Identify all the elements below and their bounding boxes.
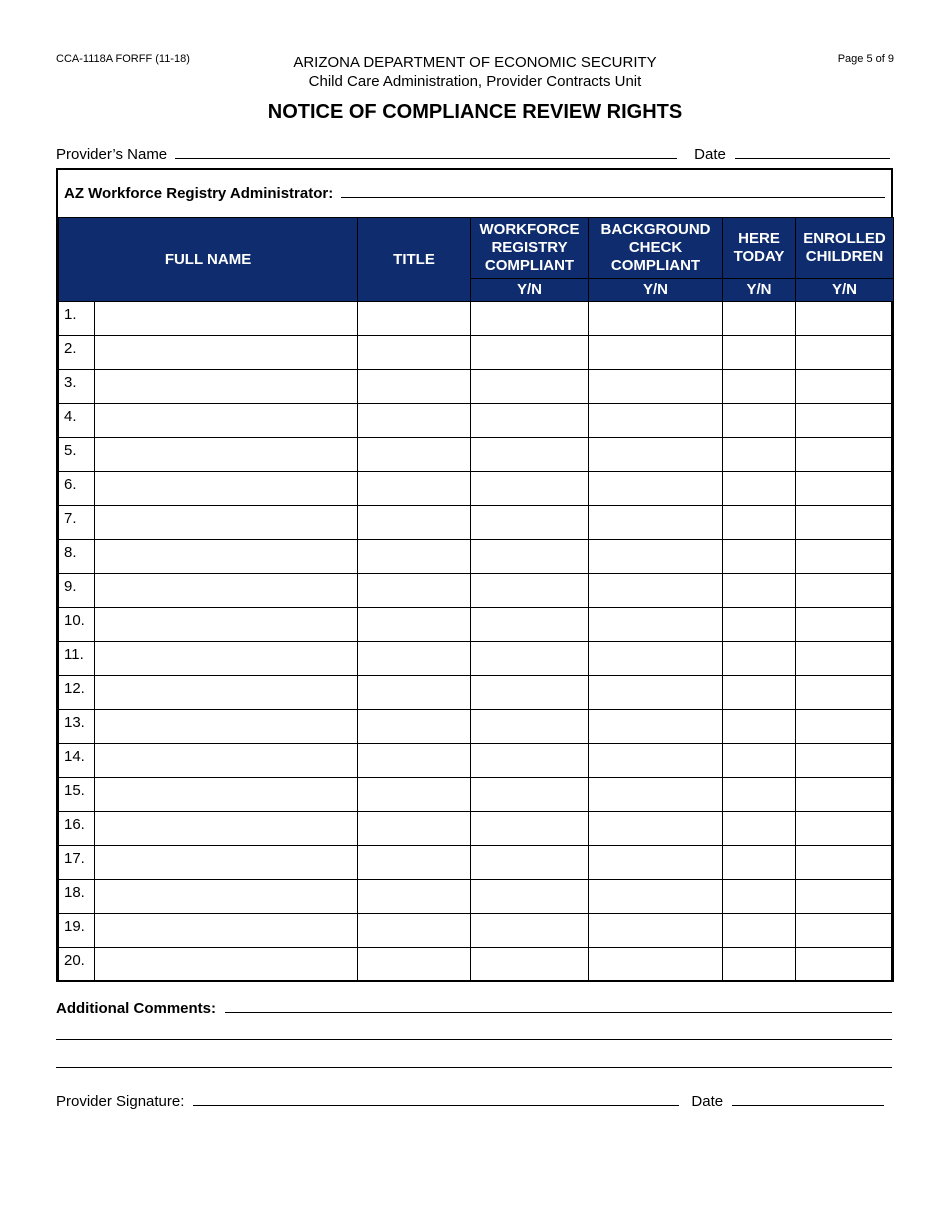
full-name-cell[interactable] bbox=[95, 710, 358, 744]
here-today-cell[interactable] bbox=[723, 574, 796, 608]
full-name-cell[interactable] bbox=[95, 472, 358, 506]
header-background-check: BACKGROUND CHECK COMPLIANT bbox=[589, 218, 723, 279]
full-name-cell[interactable] bbox=[95, 642, 358, 676]
row-number: 11. bbox=[59, 642, 95, 676]
row-number: 13. bbox=[59, 710, 95, 744]
workforce-registry-cell[interactable] bbox=[471, 846, 589, 880]
admin-field[interactable] bbox=[341, 197, 885, 198]
table-row bbox=[59, 778, 894, 812]
header-full-name: FULL NAME bbox=[59, 218, 358, 302]
here-today-cell[interactable] bbox=[723, 880, 796, 914]
header-title: TITLE bbox=[358, 218, 471, 302]
title-cell[interactable] bbox=[358, 744, 471, 778]
background-check-cell[interactable] bbox=[589, 778, 723, 812]
signature-date-field[interactable] bbox=[732, 1105, 884, 1106]
comments-field-line[interactable] bbox=[56, 1039, 892, 1040]
here-today-cell[interactable] bbox=[723, 812, 796, 846]
row-number: 1. bbox=[59, 302, 95, 336]
workforce-registry-cell[interactable] bbox=[471, 472, 589, 506]
background-check-cell[interactable] bbox=[589, 574, 723, 608]
background-check-cell[interactable] bbox=[589, 438, 723, 472]
row-number: 2. bbox=[59, 336, 95, 370]
full-name-cell[interactable] bbox=[95, 608, 358, 642]
full-name-cell[interactable] bbox=[95, 438, 358, 472]
table-row bbox=[59, 676, 894, 710]
full-name-cell[interactable] bbox=[95, 540, 358, 574]
header-yn: Y/N bbox=[589, 279, 723, 302]
workforce-registry-cell[interactable] bbox=[471, 812, 589, 846]
admin-row bbox=[58, 170, 891, 217]
title-cell[interactable] bbox=[358, 472, 471, 506]
background-check-cell[interactable] bbox=[589, 846, 723, 880]
workforce-registry-cell[interactable] bbox=[471, 778, 589, 812]
table-row bbox=[59, 710, 894, 744]
header-enrolled-children: ENROLLED CHILDREN bbox=[796, 218, 894, 279]
background-check-cell[interactable] bbox=[589, 608, 723, 642]
enrolled-children-cell[interactable] bbox=[796, 642, 894, 676]
agency-header bbox=[0, 53, 950, 91]
signature-field[interactable] bbox=[193, 1105, 679, 1106]
workforce-registry-cell[interactable] bbox=[471, 506, 589, 540]
full-name-cell[interactable] bbox=[95, 370, 358, 404]
workforce-registry-cell[interactable] bbox=[471, 948, 589, 982]
provider-date-label: Date bbox=[694, 146, 726, 163]
here-today-cell[interactable] bbox=[723, 948, 796, 982]
enrolled-children-cell[interactable] bbox=[796, 710, 894, 744]
admin-label: AZ Workforce Registry Administrator: bbox=[64, 185, 334, 202]
enrolled-children-cell[interactable] bbox=[796, 948, 894, 982]
workforce-registry-cell[interactable] bbox=[471, 608, 589, 642]
enrolled-children-cell[interactable] bbox=[796, 540, 894, 574]
title-cell[interactable] bbox=[358, 676, 471, 710]
workforce-registry-cell[interactable] bbox=[471, 370, 589, 404]
full-name-cell[interactable] bbox=[95, 506, 358, 540]
workforce-registry-cell[interactable] bbox=[471, 404, 589, 438]
comments-label: Additional Comments: bbox=[56, 1000, 216, 1017]
enrolled-children-cell[interactable] bbox=[796, 438, 894, 472]
signature-date-label: Date bbox=[691, 1093, 724, 1110]
title-cell[interactable] bbox=[358, 370, 471, 404]
provider-name-field[interactable] bbox=[175, 158, 677, 159]
table-row bbox=[59, 472, 894, 506]
enrolled-children-cell[interactable] bbox=[796, 370, 894, 404]
enrolled-children-cell[interactable] bbox=[796, 472, 894, 506]
staff-table-body bbox=[59, 302, 894, 982]
row-number: 5. bbox=[59, 438, 95, 472]
here-today-cell[interactable] bbox=[723, 846, 796, 880]
enrolled-children-cell[interactable] bbox=[796, 812, 894, 846]
here-today-cell[interactable] bbox=[723, 642, 796, 676]
full-name-cell[interactable] bbox=[95, 778, 358, 812]
row-number: 15. bbox=[59, 778, 95, 812]
here-today-cell[interactable] bbox=[723, 744, 796, 778]
full-name-cell[interactable] bbox=[95, 812, 358, 846]
header-workforce-registry: WORKFORCE REGISTRY COMPLIANT bbox=[471, 218, 589, 279]
staff-table bbox=[58, 217, 894, 982]
workforce-registry-cell[interactable] bbox=[471, 540, 589, 574]
page-number: Page 5 of 9 bbox=[837, 53, 894, 65]
full-name-cell[interactable] bbox=[95, 336, 358, 370]
here-today-cell[interactable] bbox=[723, 438, 796, 472]
table-row bbox=[59, 302, 894, 336]
table-row bbox=[59, 574, 894, 608]
full-name-cell[interactable] bbox=[95, 880, 358, 914]
here-today-cell[interactable] bbox=[723, 404, 796, 438]
background-check-cell[interactable] bbox=[589, 880, 723, 914]
table-row bbox=[59, 642, 894, 676]
workforce-registry-cell[interactable] bbox=[471, 438, 589, 472]
enrolled-children-cell[interactable] bbox=[796, 404, 894, 438]
workforce-registry-cell[interactable] bbox=[471, 574, 589, 608]
table-row bbox=[59, 914, 894, 948]
here-today-cell[interactable] bbox=[723, 710, 796, 744]
background-check-cell[interactable] bbox=[589, 506, 723, 540]
row-number: 12. bbox=[59, 676, 95, 710]
header-here-today: HERE TODAY bbox=[723, 218, 796, 279]
workforce-registry-cell[interactable] bbox=[471, 642, 589, 676]
title-cell[interactable] bbox=[358, 506, 471, 540]
workforce-registry-cell[interactable] bbox=[471, 336, 589, 370]
workforce-registry-cell[interactable] bbox=[471, 302, 589, 336]
title-cell[interactable] bbox=[358, 608, 471, 642]
row-number: 20. bbox=[59, 948, 95, 982]
enrolled-children-cell[interactable] bbox=[796, 574, 894, 608]
here-today-cell[interactable] bbox=[723, 302, 796, 336]
header-yn: Y/N bbox=[796, 279, 894, 302]
row-number: 16. bbox=[59, 812, 95, 846]
enrolled-children-cell[interactable] bbox=[796, 744, 894, 778]
enrolled-children-cell[interactable] bbox=[796, 608, 894, 642]
background-check-cell[interactable] bbox=[589, 370, 723, 404]
title-cell[interactable] bbox=[358, 642, 471, 676]
workforce-registry-cell[interactable] bbox=[471, 880, 589, 914]
form-code: CCA-1118A FORFF (11-18) bbox=[56, 53, 190, 65]
background-check-cell[interactable] bbox=[589, 744, 723, 778]
table-row bbox=[59, 608, 894, 642]
full-name-cell[interactable] bbox=[95, 846, 358, 880]
background-check-cell[interactable] bbox=[589, 302, 723, 336]
table-row bbox=[59, 438, 894, 472]
background-check-cell[interactable] bbox=[589, 710, 723, 744]
here-today-cell[interactable] bbox=[723, 676, 796, 710]
signature-row bbox=[56, 1093, 894, 1110]
comments-row bbox=[56, 1000, 892, 1017]
table-row bbox=[59, 744, 894, 778]
table-row bbox=[59, 404, 894, 438]
here-today-cell[interactable] bbox=[723, 472, 796, 506]
row-number: 9. bbox=[59, 574, 95, 608]
table-row bbox=[59, 948, 894, 982]
enrolled-children-cell[interactable] bbox=[796, 778, 894, 812]
title-cell[interactable] bbox=[358, 812, 471, 846]
table-row bbox=[59, 506, 894, 540]
agency-unit: Child Care Administration, Provider Contracts Unit bbox=[308, 73, 642, 90]
table-row bbox=[59, 846, 894, 880]
title-cell[interactable] bbox=[358, 336, 471, 370]
table-row bbox=[59, 880, 894, 914]
here-today-cell[interactable] bbox=[723, 540, 796, 574]
enrolled-children-cell[interactable] bbox=[796, 880, 894, 914]
agency-name: ARIZONA DEPARTMENT OF ECONOMIC SECURITY bbox=[293, 54, 657, 71]
background-check-cell[interactable] bbox=[589, 472, 723, 506]
table-row bbox=[59, 336, 894, 370]
title-cell[interactable] bbox=[358, 710, 471, 744]
comments-field-line[interactable] bbox=[56, 1067, 892, 1068]
enrolled-children-cell[interactable] bbox=[796, 676, 894, 710]
here-today-cell[interactable] bbox=[723, 370, 796, 404]
workforce-registry-cell[interactable] bbox=[471, 710, 589, 744]
enrolled-children-cell[interactable] bbox=[796, 302, 894, 336]
title-cell[interactable] bbox=[358, 846, 471, 880]
row-number: 14. bbox=[59, 744, 95, 778]
comments-field[interactable] bbox=[225, 1012, 892, 1013]
row-number: 10. bbox=[59, 608, 95, 642]
row-number: 19. bbox=[59, 914, 95, 948]
background-check-cell[interactable] bbox=[589, 540, 723, 574]
workforce-registry-cell[interactable] bbox=[471, 676, 589, 710]
background-check-cell[interactable] bbox=[589, 336, 723, 370]
row-number: 8. bbox=[59, 540, 95, 574]
row-number: 7. bbox=[59, 506, 95, 540]
table-row bbox=[59, 370, 894, 404]
full-name-cell[interactable] bbox=[95, 914, 358, 948]
header-yn: Y/N bbox=[471, 279, 589, 302]
background-check-cell[interactable] bbox=[589, 404, 723, 438]
full-name-cell[interactable] bbox=[95, 302, 358, 336]
header-yn: Y/N bbox=[723, 279, 796, 302]
row-number: 4. bbox=[59, 404, 95, 438]
document-title: NOTICE OF COMPLIANCE REVIEW RIGHTS bbox=[267, 101, 683, 123]
here-today-cell[interactable] bbox=[723, 914, 796, 948]
here-today-cell[interactable] bbox=[723, 608, 796, 642]
provider-date-field[interactable] bbox=[735, 158, 890, 159]
here-today-cell[interactable] bbox=[723, 506, 796, 540]
enrolled-children-cell[interactable] bbox=[796, 846, 894, 880]
enrolled-children-cell[interactable] bbox=[796, 336, 894, 370]
row-number: 3. bbox=[59, 370, 95, 404]
roster-box bbox=[56, 168, 893, 982]
row-number: 6. bbox=[59, 472, 95, 506]
background-check-cell[interactable] bbox=[589, 914, 723, 948]
background-check-cell[interactable] bbox=[589, 812, 723, 846]
title-cell[interactable] bbox=[358, 574, 471, 608]
here-today-cell[interactable] bbox=[723, 778, 796, 812]
title-cell[interactable] bbox=[358, 438, 471, 472]
full-name-cell[interactable] bbox=[95, 948, 358, 982]
title-cell[interactable] bbox=[358, 778, 471, 812]
background-check-cell[interactable] bbox=[589, 642, 723, 676]
background-check-cell[interactable] bbox=[589, 676, 723, 710]
title-cell[interactable] bbox=[358, 540, 471, 574]
here-today-cell[interactable] bbox=[723, 336, 796, 370]
title-cell[interactable] bbox=[358, 914, 471, 948]
title-cell[interactable] bbox=[358, 302, 471, 336]
title-cell[interactable] bbox=[358, 948, 471, 982]
row-number: 17. bbox=[59, 846, 95, 880]
table-row bbox=[59, 540, 894, 574]
title-cell[interactable] bbox=[358, 404, 471, 438]
full-name-cell[interactable] bbox=[95, 574, 358, 608]
provider-row bbox=[56, 146, 894, 163]
full-name-cell[interactable] bbox=[95, 676, 358, 710]
title-cell[interactable] bbox=[358, 880, 471, 914]
provider-name-label: Provider’s Name bbox=[56, 146, 168, 163]
full-name-cell[interactable] bbox=[95, 404, 358, 438]
enrolled-children-cell[interactable] bbox=[796, 914, 894, 948]
row-number: 18. bbox=[59, 880, 95, 914]
workforce-registry-cell[interactable] bbox=[471, 914, 589, 948]
background-check-cell[interactable] bbox=[589, 948, 723, 982]
signature-label: Provider Signature: bbox=[56, 1093, 185, 1110]
full-name-cell[interactable] bbox=[95, 744, 358, 778]
workforce-registry-cell[interactable] bbox=[471, 744, 589, 778]
table-row bbox=[59, 812, 894, 846]
enrolled-children-cell[interactable] bbox=[796, 506, 894, 540]
